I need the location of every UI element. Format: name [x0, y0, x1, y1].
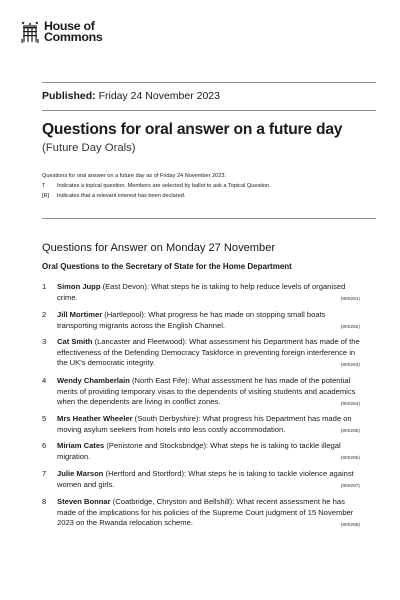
intro-notes — [42, 171, 372, 201]
question-text: What steps he is taking to help reduce levels of organised crime. — [57, 282, 346, 302]
question-item — [42, 310, 360, 331]
question-number: 2 — [42, 310, 47, 319]
question-ref: (900285) — [340, 429, 360, 434]
section-title: Questions for Answer on Monday 27 November — [42, 242, 276, 254]
note-text: Indicates that a relevant interest has been declared. — [57, 193, 186, 199]
department-subheading: Oral Questions to the Secretary of State for the Home Department — [42, 262, 292, 271]
member-constituency: (East Devon): — [102, 282, 150, 291]
page-title: Questions for oral answer on a future day — [42, 121, 343, 138]
note-symbol: [R] — [42, 193, 50, 199]
member-name: Simon Jupp — [57, 282, 101, 291]
question-ref: (900288) — [340, 522, 360, 528]
question-text: What steps he is taking to tackle illegal migration. — [57, 441, 341, 461]
member-name: Steven Bonnar — [57, 497, 111, 506]
member-constituency: (Penistone and Stocksbridge): — [106, 441, 209, 450]
member-name: Mrs Heather Wheeler — [57, 414, 133, 423]
question-text: What progress his Department has made on moving asylum seekers from hotels into less costly accommodation. — [57, 414, 352, 434]
question-text: What recent assessment he has made of the implications for his policies of the Supreme Court judgment of 15 November 2023 on the Rwanda relocation scheme. — [57, 497, 354, 527]
question-item — [42, 414, 360, 435]
question-ref: (900286) — [340, 456, 360, 461]
logo-line-1: House of — [44, 19, 95, 33]
member-constituency: (North East Fife): — [132, 376, 190, 385]
note-relevant-interest — [42, 191, 372, 201]
question-ref: (900284) — [340, 401, 360, 407]
question-number: 8 — [42, 497, 47, 506]
divider-intro — [42, 218, 376, 219]
divider-top — [42, 82, 376, 83]
logo-wordmark — [44, 21, 102, 43]
logo-line-2: Commons — [44, 30, 103, 44]
member-constituency: (Hertford and Stortford): — [105, 469, 187, 478]
question-number: 4 — [42, 376, 47, 385]
divider-published — [42, 110, 376, 111]
question-number: 6 — [42, 441, 47, 450]
question-item — [42, 376, 360, 408]
question-text: What progress he has made on stopping small boats transporting migrants across the English Channel. — [57, 310, 326, 330]
question-text: What steps he is taking to tackle violence against women and girls. — [57, 469, 354, 489]
member-constituency: (South Derbyshire): — [134, 414, 201, 423]
question-ref: (900287) — [340, 484, 360, 489]
question-item — [42, 469, 360, 490]
member-name: Miriam Cates — [57, 441, 105, 450]
question-ref: (900281) — [340, 297, 360, 302]
member-name: Jill Mortimer — [57, 310, 103, 319]
question-item — [42, 441, 360, 462]
published-date: Friday 24 November 2023 — [98, 90, 220, 102]
note-symbol: T — [42, 183, 46, 189]
intro-line: Questions for oral answer on a future day as of Friday 24 November 2023. — [42, 173, 227, 179]
question-ref: (900283) — [340, 362, 360, 368]
question-text: What assessment he has made of the potential merits of providing temporary visas to the dependents of visiting students and academics when the dependents are living in conflict zones. — [57, 376, 356, 406]
question-number: 5 — [42, 414, 47, 423]
member-constituency: (Coatbridge, Chryston and Bellshill): — [112, 497, 235, 506]
question-item — [42, 282, 360, 303]
question-ref: (900282) — [340, 325, 360, 330]
question-number: 7 — [42, 469, 47, 478]
member-name: Cat Smith — [57, 337, 93, 346]
published-label: Published: — [42, 90, 96, 102]
question-number: 1 — [42, 282, 47, 291]
member-constituency: (Lancaster and Fleetwood): — [94, 337, 188, 346]
note-topical — [42, 181, 372, 191]
question-text: What assessment his Department has made of the effectiveness of the Defending Democracy Taskforce in preventing foreign interference in the UK's democratic integrity. — [57, 337, 360, 367]
question-item — [42, 497, 360, 529]
member-name: Julie Marson — [57, 469, 104, 478]
member-name: Wendy Chamberlain — [57, 376, 130, 385]
question-item — [42, 337, 360, 369]
published-line — [42, 90, 220, 102]
note-text: Indicates a topical question. Members are selected by ballot to ask a Topical Question. — [57, 183, 271, 189]
member-constituency: (Hartlepool): — [104, 310, 147, 319]
page-subtitle: (Future Day Orals) — [42, 142, 136, 154]
house-of-commons-logo — [20, 21, 102, 45]
question-number: 3 — [42, 337, 47, 346]
portcullis-icon — [20, 21, 40, 45]
